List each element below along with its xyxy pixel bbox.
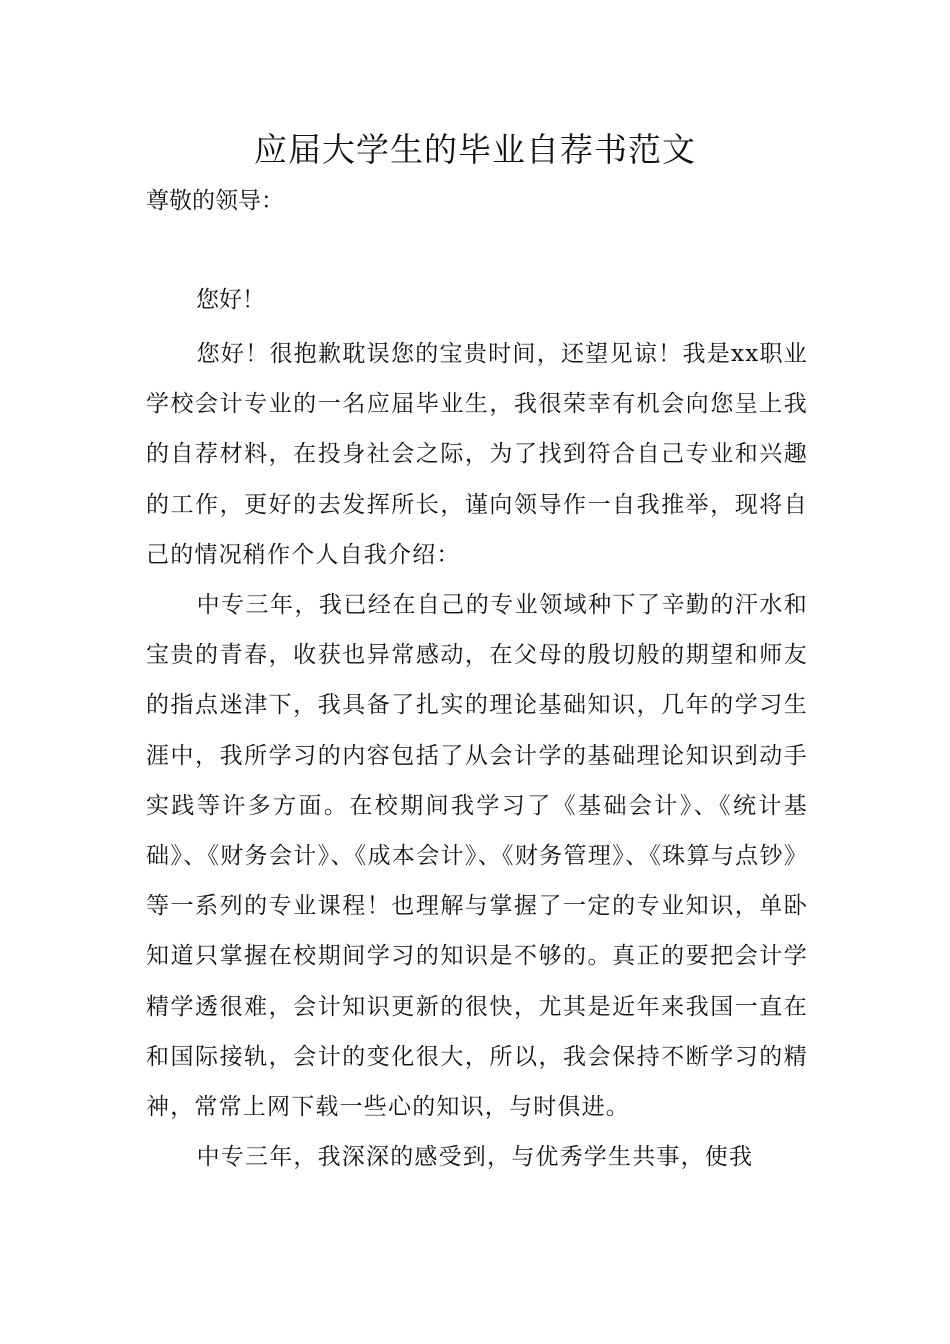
paragraph-studies: 中专三年，我已经在自己的专业领域种下了辛勤的汗水和宝贵的青春，收获也异常感动，在父母的殷切般的期望和师友的指点迷津下，我具备了扎实的理论基础知识，几年的学习生涯中，我所学习的内容包括了从会计学的基础理论知识到动手实践等许多方面。在校期间我学习了《基础会计》、《统计基础》、《财务会计》、《成本会计》、《财务管理》、《珠算与点钞》等一系列的专业课程！也理解与掌握了一定的专业知识，单卧知道只掌握在校期间学习的知识是不够的。真正的要把会计学精学透很难，会计知识更新的很快，尤其是近年来我国一直在和国际接轨，会计的变化很大，所以，我会保持不断学习的精神，常常上网下载一些心的知识，与时俱进。	[146, 592, 808, 1121]
salutation: 尊敬的领导：	[146, 188, 284, 214]
document-title: 应届大学生的毕业自荐书范文	[254, 130, 696, 169]
letter-body	[146, 329, 808, 1182]
paragraph-introduction: 您好！很抱歉耽误您的宝贵时间，还望见谅！我是xx职业学校会计专业的一名应届毕业生，我很荣幸有机会向您呈上我的自荐材料，在投身社会之际，为了找到符合自己专业和兴趣的工作，更好的去发挥所长，谨向领导作一自我推举，现将自己的情况稍作个人自我介绍：	[146, 341, 808, 568]
greeting: 您好！	[196, 287, 265, 313]
paragraph-experience: 中专三年，我深深的感受到，与优秀学生共事，使我	[196, 1144, 754, 1171]
